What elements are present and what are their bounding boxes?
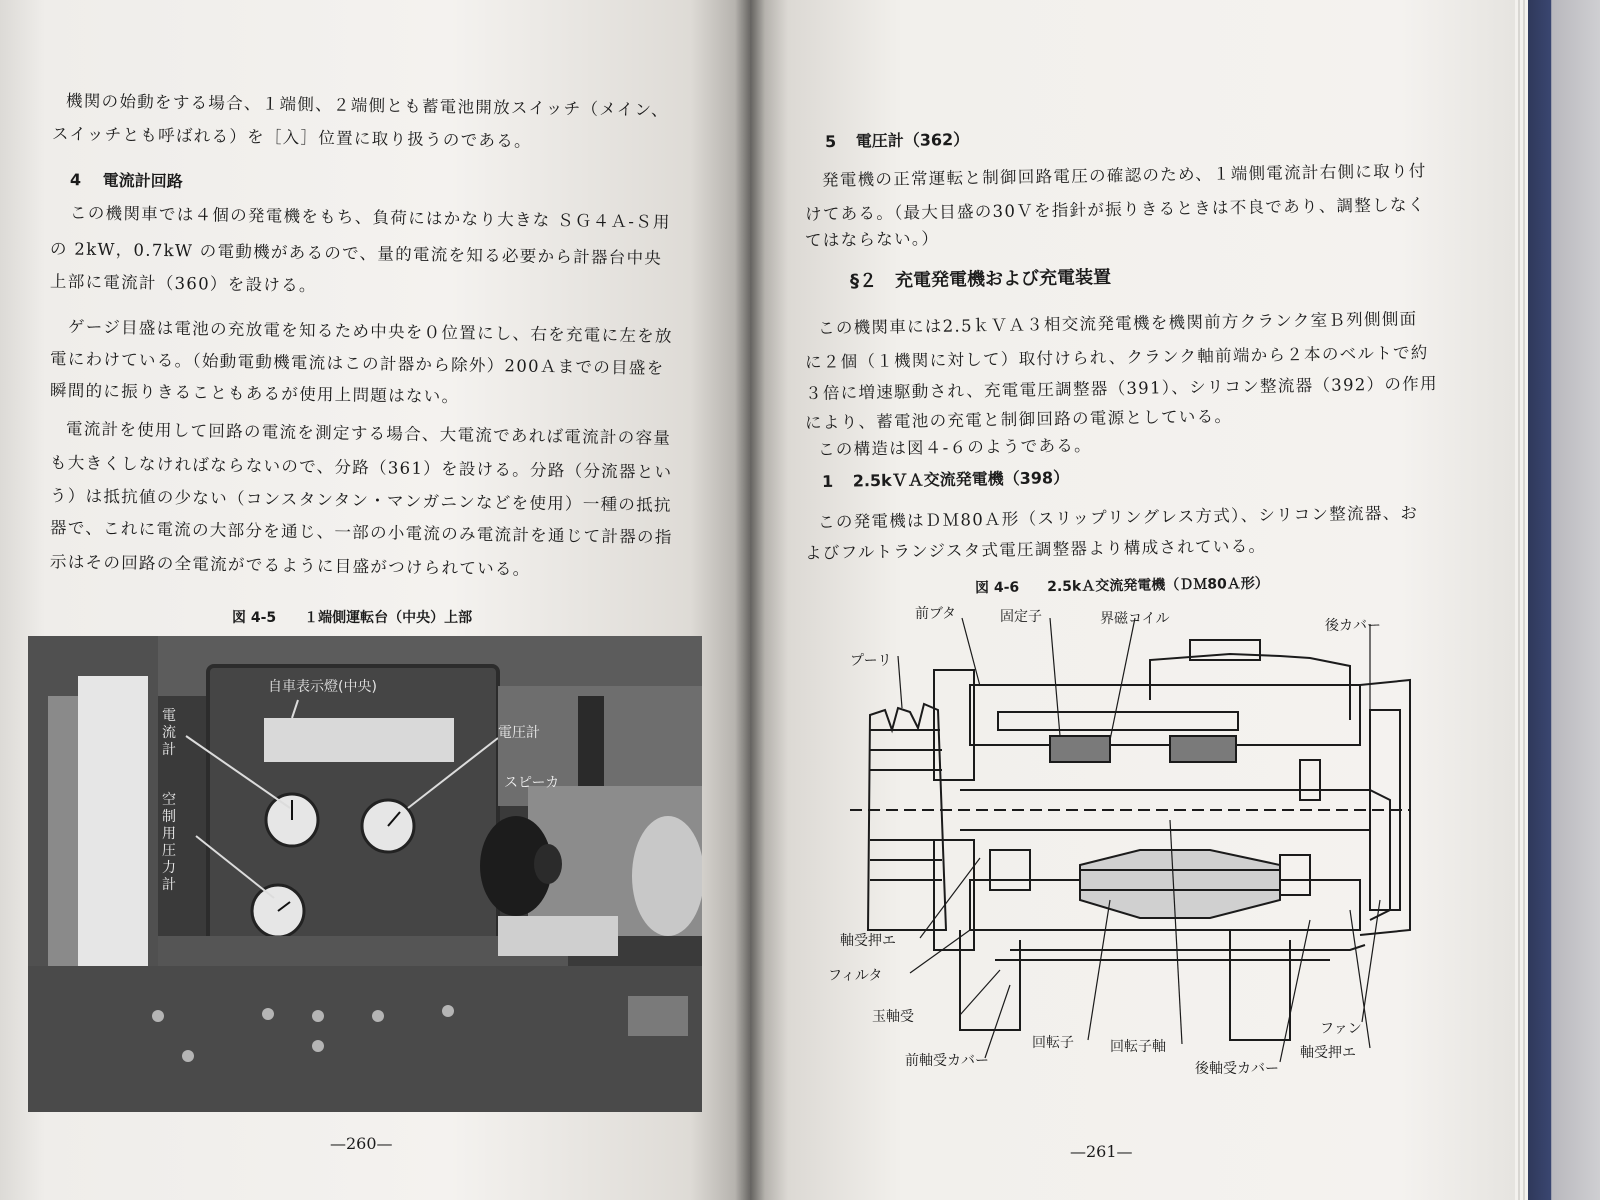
body-line: う）は抵抗値の少ない（コンスタンタン・マンガニンなどを使用）一種の抵抗 — [49, 486, 672, 515]
body-line: この機関車には2.5ｋＶＡ３相交流発電機を機関前方クランク室Ｂ列側側面 — [817, 309, 1418, 338]
right-page — [750, 0, 1515, 1200]
figure-caption-4-5: 図 4-5 １端側運転台（中央）上部 — [232, 610, 473, 626]
body-line: 発電機の正常運転と制御回路電圧の確認のため、１端側電流計右側に取り付 — [821, 161, 1427, 190]
control-panel-photo — [28, 636, 702, 1112]
label-pulley: プーリ — [850, 653, 892, 669]
body-line: 示はその回路の全電流がでるように目盛がつけられている。 — [49, 552, 531, 579]
heading-title: 電圧計（362） — [855, 129, 970, 151]
body-line: 機関の始動をする場合、１端側、２端側とも蓄電池開放スイッチ（メイン、 — [65, 91, 669, 120]
heading-1-alternator — [822, 465, 1069, 492]
label-stator: 固定子 — [1000, 609, 1042, 625]
body-line: けてある。（最大目盛の30Ｖを指針が振りきるときは不良であり、調整しなく — [804, 195, 1426, 224]
page-number-left: —260— — [330, 1134, 393, 1153]
left-page — [0, 0, 750, 1200]
label-bearing-retainer-left: 軸受押エ — [840, 933, 896, 949]
label-field-coil: 界磁コイル — [1100, 611, 1170, 627]
body-line: も大きくしなければならないので、分路（361）を設ける。分路（分流器とい — [49, 453, 673, 482]
body-line: の 2kW，0.7kW の電動機があるので、量的電流を知る必要から計器台中央 — [49, 239, 663, 268]
section-title: 電流計回路 — [102, 170, 183, 191]
body-line: この機関車では４個の発電機をもち、負荷にはかなり大きな ＳＧ４Ａ-Ｓ用 — [69, 203, 671, 232]
body-line: てはならない。） — [804, 228, 940, 251]
body-line: ３倍に増速駆動され、充電電圧調整器（391）、シリコン整流器（392）の作用 — [804, 374, 1438, 403]
label-voltmeter: 電圧計 — [498, 725, 540, 741]
label-rotor: 回転子 — [1032, 1035, 1074, 1051]
section-2-heading: §２ 充電発電機および充電装置 — [849, 266, 1112, 293]
label-speaker: スピーカ — [504, 775, 560, 791]
heading-number: 5 — [824, 131, 837, 152]
label-air-brake-gauge: 空制用圧力計 — [162, 792, 176, 893]
body-line: により、蓄電池の充電と制御回路の電源としている。 — [804, 406, 1233, 433]
body-line: この構造は図４-６のようである。 — [817, 435, 1093, 460]
body-line: 瞬間的に振りきることもあるが使用上問題はない。 — [49, 380, 460, 407]
section-number: 4 — [69, 170, 82, 190]
body-line: 器で、これに電流の大部分を通じ、一部の小電流のみ電流計を通じて計器の指 — [49, 518, 673, 547]
body-line: 電にわけている。（始動電動機電流はこの計器から除外）200Ａまでの目盛を — [49, 349, 665, 378]
label-ammeter: 電流計 — [162, 708, 176, 758]
label-rear-cover: 後カバー — [1325, 618, 1381, 634]
label-indicator-lamp: 自車表示燈(中央) — [268, 679, 377, 695]
figure-4-5-photo — [28, 636, 702, 1112]
body-line: 電流計を使用して回路の電流を測定する場合、大電流であれば電流計の容量 — [65, 419, 672, 448]
label-rotor-shaft: 回転子軸 — [1110, 1039, 1166, 1055]
label-filter: フィルタ — [828, 968, 883, 984]
figure-caption-4-6: 図 4-6 2.5kＡ交流発電機（ＤＭ80Ａ形） — [974, 575, 1269, 597]
label-bearing-retainer-right: 軸受押エ — [1300, 1045, 1356, 1061]
body-line: この発電機はＤＭ80Ａ形（スリップリングレス方式）、シリコン整流器、お — [817, 503, 1419, 532]
label-front-bearing-cover: 前軸受カバー — [905, 1053, 989, 1069]
heading-5-voltmeter — [825, 127, 969, 152]
label-ball-bearing: 玉軸受 — [872, 1009, 914, 1025]
heading-title: 2.5kＶＡ交流発電機（398） — [852, 468, 1070, 491]
section-heading-4 — [70, 167, 183, 192]
label-fan: ファン — [1320, 1021, 1362, 1037]
heading-number: 1 — [821, 471, 834, 491]
label-rear-bearing-cover: 後軸受カバー — [1195, 1061, 1279, 1077]
body-line: よびフルトランジスタ式電圧調整器より構成されている。 — [804, 536, 1267, 563]
body-line: 上部に電流計（360）を設ける。 — [49, 271, 317, 296]
label-front-cover: 前ブタ — [915, 606, 957, 622]
body-line: ゲージ目盛は電池の充放電を知るため中央を０位置にし、右を充電に左を放 — [67, 317, 673, 346]
body-line: スイッチとも呼ばれる）を［入］位置に取り扱うのである。 — [51, 124, 533, 151]
page-number-right: —261— — [1070, 1142, 1133, 1161]
book-cover-edge — [1518, 0, 1600, 1200]
body-line: に２個（１機関に対して）取付けられ、クランク軸前端から２本のベルトで約 — [804, 343, 1429, 372]
